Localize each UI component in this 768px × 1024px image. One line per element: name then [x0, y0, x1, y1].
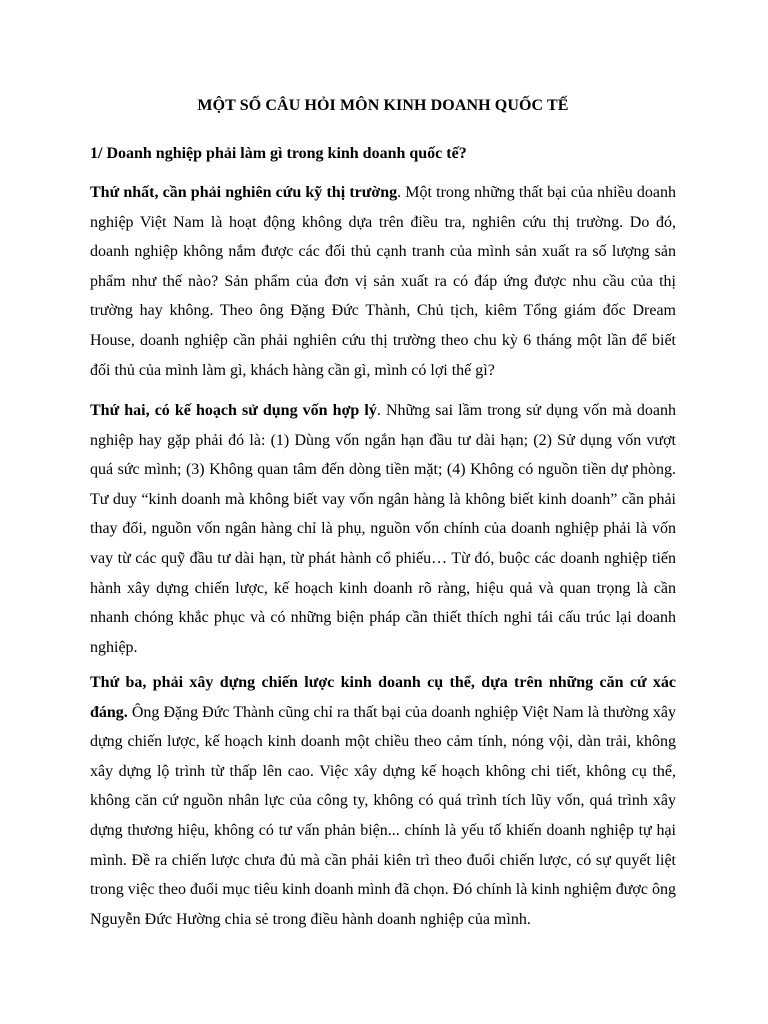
paragraph-body: . Một trong những thất bại của nhiều doanh nghiệp Việt Nam là hoạt động không dựa trên điều tra, nghiên cứu thị trường. Do đó, doanh nghiệp không nắm được các đối thủ cạnh tranh của mình sản xuất ra số lượng sản phẩm như thế nào? Sản phẩm của đơn vị sản xuất ra có đáp ứng được nhu cầu của thị trường hay không. Theo ông Đặng Đức Thành, Chủ tịch, kiêm Tổng giám đốc Dream House, doanh nghiệp cần phải nghiên cứu thị trường theo chu kỳ 6 tháng một lần để biết đối thủ của mình làm gì, khách hàng cần gì, mình có lợi thế gì?: [90, 184, 676, 379]
document-title: MỘT SỐ CÂU HỎI MÔN KINH DOANH QUỐC TẾ: [197, 97, 569, 114]
paragraph-lead: Thứ hai, có kế hoạch sử dụng vốn hợp lý: [90, 402, 377, 419]
paragraph-lead: Thứ nhất, cần phải nghiên cứu kỹ thị trường: [90, 184, 398, 201]
question-heading: 1/ Doanh nghiệp phải làm gì trong kinh doanh quốc tế?: [90, 145, 467, 162]
paragraph-lead: Thứ ba, phải xây dựng chiến lược kinh doanh cụ thể, dựa trên những căn cứ xác đáng.: [90, 674, 676, 721]
paragraph-body: . Những sai lầm trong sử dụng vốn mà doanh nghiệp hay gặp phải đó là: (1) Dùng vốn ngắn hạn đầu tư dài hạn; (2) Sử dụng vốn vượt quá sức mình; (3) Không quan tâm đến dòng tiền mặt; (4) Không có nguồn tiền dự phòng. Tư duy “kinh doanh mà không biết vay vốn ngân hàng là không biết kinh doanh” cần phải thay đổi, nguồn vốn ngân hàng chỉ là phụ, nguồn vốn chính của doanh nghiệp phải là vốn vay từ các quỹ đầu tư dài hạn, từ phát hành cổ phiếu… Từ đó, buộc các doanh nghiệp tiến hành xây dựng chiến lược, kế hoạch kinh doanh rõ ràng, hiệu quả và quan trọng là cần nhanh chóng khắc phục và có những biện pháp cần thiết thích nghi tái cấu trúc lại doanh nghiệp.: [90, 402, 676, 656]
paragraph-second: [90, 396, 676, 662]
paragraph-third: [90, 668, 676, 934]
paragraph-first: [90, 178, 676, 385]
paragraph-body: Ông Đặng Đức Thành cũng chỉ ra thất bại của doanh nghiệp Việt Nam là thường xây dựng chiến lược, kế hoạch kinh doanh một chiều theo cảm tính, nóng vội, dàn trải, không xây dựng lộ trình từ thấp lên cao. Việc xây dựng kế hoạch không chi tiết, không cụ thể, không căn cứ nguồn nhân lực của công ty, không có quá trình tích lũy vốn, quá trình xây dựng thương hiệu, không có tư vấn phản biện... chính là yếu tố khiến doanh nghiệp tự hại mình. Đề ra chiến lược chưa đủ mà cần phải kiên trì theo đuổi chiến lược, có sự quyết liệt trong việc theo đuổi mục tiêu kinh doanh mình đã chọn. Đó chính là kinh nghiệm được ông Nguyễn Đức Hường chia sẻ trong điều hành doanh nghiệp của mình.: [90, 703, 676, 928]
